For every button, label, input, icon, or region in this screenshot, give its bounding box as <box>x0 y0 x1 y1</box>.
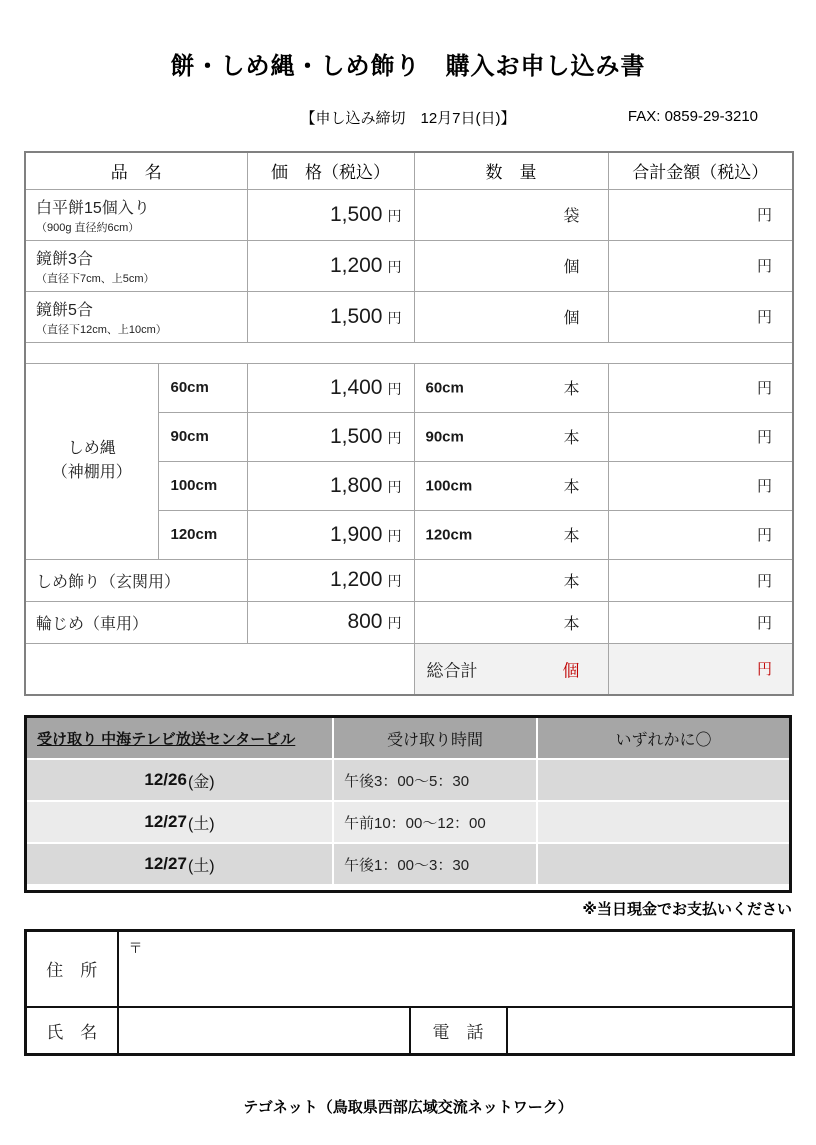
table-row <box>25 189 793 240</box>
price-value: 1,500 <box>329 202 383 226</box>
item-name-cell <box>25 291 247 342</box>
price-cell <box>247 510 414 559</box>
total-input-cell[interactable] <box>608 510 793 559</box>
qty-input-cell[interactable] <box>414 291 608 342</box>
pickup-row <box>27 760 789 800</box>
yen-suffix: 円 <box>387 309 402 326</box>
order-header-row <box>25 152 793 189</box>
qty-input-cell[interactable] <box>414 363 608 412</box>
group-use: （神棚用） <box>51 464 132 481</box>
qty-input-cell[interactable] <box>414 412 608 461</box>
yen-suffix: 円 <box>756 207 772 224</box>
name-phone-row <box>26 1007 794 1055</box>
yen-suffix: 円 <box>387 258 402 275</box>
item-detail: （900g 直径約6cm） <box>36 221 140 234</box>
yen-suffix: 円 <box>387 573 402 589</box>
yen-suffix: 円 <box>756 429 772 446</box>
price-cell <box>247 461 414 510</box>
price-value: 800 <box>347 610 383 633</box>
price-value: 1,900 <box>329 522 383 546</box>
total-input-cell[interactable] <box>608 559 793 601</box>
pickup-date <box>27 760 332 800</box>
order-table <box>24 151 794 696</box>
name-input-area[interactable] <box>118 1007 410 1055</box>
pickup-weekday: (土) <box>187 857 215 875</box>
price-value: 1,500 <box>329 424 383 448</box>
total-input-cell[interactable] <box>608 291 793 342</box>
table-row <box>25 363 793 412</box>
group-name: しめ縄 <box>67 440 116 457</box>
price-cell <box>247 240 414 291</box>
item-name-cell <box>25 240 247 291</box>
pickup-date <box>27 844 332 884</box>
pickup-choice-cell[interactable] <box>536 844 789 884</box>
pickup-time: 午前10：00～12：00 <box>332 802 536 842</box>
size-label: 90cm <box>425 428 464 445</box>
table-row <box>25 601 793 643</box>
price-cell <box>247 363 414 412</box>
pickup-date <box>27 802 332 842</box>
price-cell <box>247 601 414 643</box>
deadline-text: 【申し込み締切 12月7日(日)】 <box>300 110 516 127</box>
fax-number: FAX: 0859-29-3210 <box>627 108 758 125</box>
size-label: 60cm <box>158 363 247 412</box>
price-cell <box>247 559 414 601</box>
item-name: 鏡餅5合 <box>36 301 93 319</box>
yen-suffix: 円 <box>387 615 402 631</box>
price-cell <box>247 291 414 342</box>
address-label: 住 所 <box>26 931 118 1007</box>
qty-unit: 個 <box>563 259 580 276</box>
item-name-cell <box>25 559 247 601</box>
pickup-choice-cell[interactable] <box>536 760 789 800</box>
qty-unit: 本 <box>563 615 580 633</box>
yen-suffix: 円 <box>756 614 772 632</box>
size-label: 120cm <box>158 510 247 559</box>
pickup-time-header: 受け取り時間 <box>332 718 536 758</box>
size-label: 100cm <box>425 477 473 494</box>
yen-suffix: 円 <box>387 478 402 495</box>
col-header-total: 合計金額（税込） <box>608 152 793 189</box>
cash-payment-note: ※当日現金でお支払いください <box>582 901 792 918</box>
size-label: 60cm <box>425 379 464 396</box>
yen-suffix: 円 <box>756 258 772 275</box>
grand-total-row <box>25 643 793 695</box>
qty-unit: 本 <box>563 528 580 545</box>
address-row <box>26 931 794 1007</box>
pickup-row <box>27 844 789 884</box>
item-name-cell <box>25 601 247 643</box>
yen-suffix: 円 <box>756 309 772 326</box>
qty-input-cell[interactable] <box>414 240 608 291</box>
price-cell <box>247 189 414 240</box>
total-input-cell[interactable] <box>608 601 793 643</box>
qty-input-cell[interactable] <box>414 510 608 559</box>
qty-input-cell[interactable] <box>414 559 608 601</box>
total-input-cell[interactable] <box>608 412 793 461</box>
subtitle-row <box>0 107 816 129</box>
yen-suffix: 円 <box>387 429 402 446</box>
qty-unit: 本 <box>563 479 580 496</box>
spacer-cell <box>25 342 793 363</box>
yen-suffix: 円 <box>756 380 772 397</box>
yen-suffix: 円 <box>756 661 772 679</box>
item-name-cell <box>25 189 247 240</box>
pickup-table <box>24 715 792 893</box>
qty-input-cell[interactable] <box>414 601 608 643</box>
pickup-weekday: (金) <box>187 773 215 791</box>
qty-unit: 袋 <box>563 208 580 225</box>
col-header-price: 価 格（税込） <box>247 152 414 189</box>
pickup-time: 午後3：00～5：30 <box>332 760 536 800</box>
price-value: 1,200 <box>329 253 383 277</box>
total-input-cell[interactable] <box>608 363 793 412</box>
pickup-choice-header: いずれかに〇 <box>536 718 789 758</box>
pickup-date-value: 12/27 <box>144 854 187 873</box>
qty-unit: 個 <box>563 310 580 327</box>
address-input-area[interactable] <box>118 931 794 1007</box>
item-name: 鏡餅3合 <box>36 250 93 268</box>
item-detail: （直径下12cm、上10cm） <box>36 323 167 336</box>
pickup-row <box>27 802 789 842</box>
pickup-date-value: 12/27 <box>144 812 187 831</box>
pickup-date-value: 12/26 <box>144 770 187 789</box>
footer-text: テゴネット（鳥取県西部広域交流ネットワーク） <box>243 1099 573 1116</box>
pickup-time: 午後1：00～3：30 <box>332 844 536 884</box>
price-value: 1,200 <box>329 568 383 591</box>
pickup-header-row <box>27 718 789 758</box>
total-input-cell[interactable] <box>608 240 793 291</box>
item-name: 輪じめ（車用） <box>36 615 149 633</box>
col-header-item: 品 名 <box>25 152 247 189</box>
name-label: 氏 名 <box>26 1007 118 1055</box>
table-row <box>25 559 793 601</box>
table-row <box>25 240 793 291</box>
yen-suffix: 円 <box>387 207 402 224</box>
yen-suffix: 円 <box>756 478 772 495</box>
qty-unit: 本 <box>563 430 580 447</box>
pickup-weekday: (土) <box>187 815 215 833</box>
grand-total-qty-cell[interactable] <box>414 643 608 695</box>
qty-input-cell[interactable] <box>414 461 608 510</box>
price-value: 1,500 <box>329 304 383 328</box>
size-label: 120cm <box>425 526 473 543</box>
item-name: しめ飾り（玄関用） <box>36 573 181 591</box>
price-value: 1,800 <box>329 473 383 497</box>
price-value: 1,400 <box>329 375 383 399</box>
table-row <box>25 291 793 342</box>
item-name: 白平餅15個入り <box>36 199 150 217</box>
pickup-location-header: 受け取り 中海テレビ放送センタービル <box>37 730 296 748</box>
size-label: 100cm <box>158 461 247 510</box>
qty-input-cell[interactable] <box>414 189 608 240</box>
empty-cell <box>25 643 414 695</box>
phone-label: 電 話 <box>410 1007 507 1055</box>
yen-suffix: 円 <box>387 527 402 544</box>
qty-unit: 本 <box>563 381 580 398</box>
yen-suffix: 円 <box>387 380 402 397</box>
qty-unit: 本 <box>563 573 580 591</box>
pickup-choice-cell[interactable] <box>536 802 789 842</box>
phone-input-area[interactable] <box>507 1007 794 1055</box>
postal-mark: 〒 <box>128 940 143 956</box>
total-input-cell[interactable] <box>608 189 793 240</box>
size-label: 90cm <box>158 412 247 461</box>
yen-suffix: 円 <box>756 572 772 590</box>
group-label-cell <box>25 363 158 559</box>
spacer-row <box>25 342 793 363</box>
yen-suffix: 円 <box>756 527 772 544</box>
grand-total-label: 総合計 <box>426 661 478 681</box>
grand-total-amount-cell[interactable] <box>608 643 793 695</box>
applicant-form <box>24 929 795 1056</box>
price-cell <box>247 412 414 461</box>
total-input-cell[interactable] <box>608 461 793 510</box>
grand-total-unit: 個 <box>562 661 580 681</box>
item-detail: （直径下7cm、上5cm） <box>36 272 155 285</box>
page-title: 餅・しめ縄・しめ飾り 購入お申し込み書 <box>170 53 646 80</box>
col-header-qty: 数 量 <box>414 152 608 189</box>
